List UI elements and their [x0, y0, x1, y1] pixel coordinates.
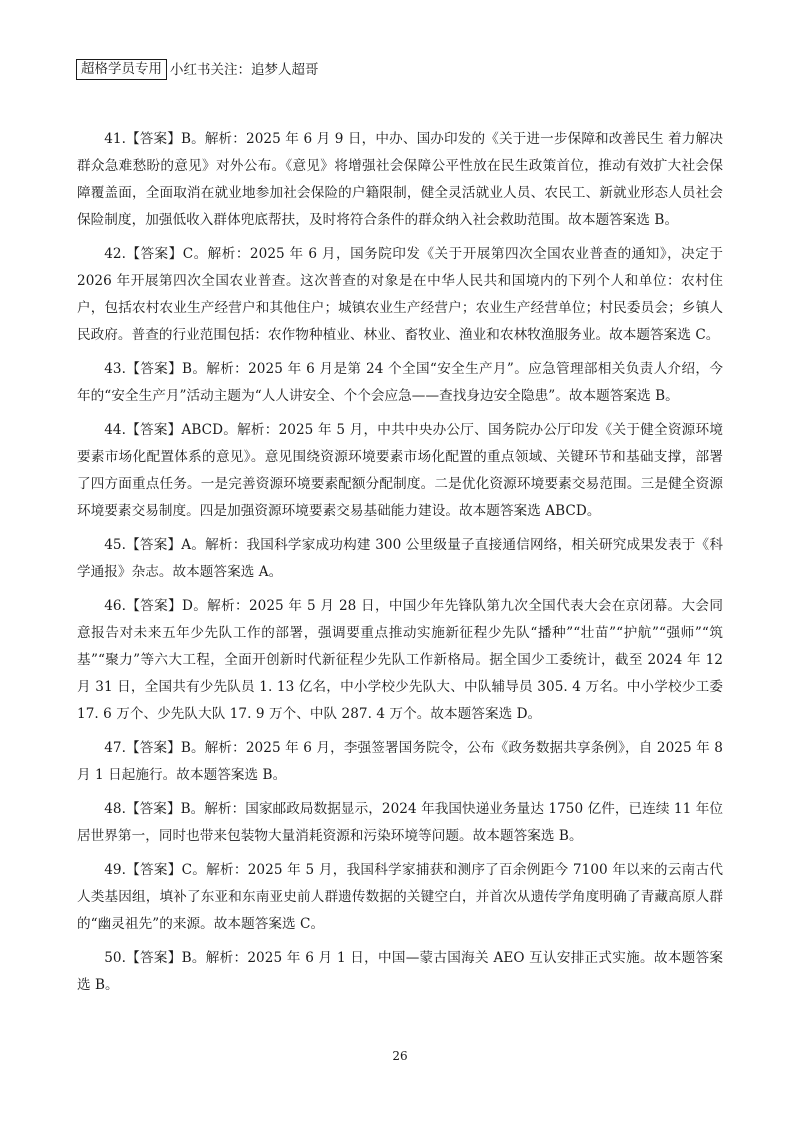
answer-item-41: 41.【答案】B。解析：2025 年 6 月 9 日，中办、国办印发的《关于进一步保障和改善民生 着力解决群众急难愁盼的意见》对外公布。《意见》将增强社会保障公平性放在民生政策首位，推动有效扩大社会保障覆盖面，全面取消在就业地参加社会保险的户籍限制，健全灵活就业人员、农民工、新就业形态人员社会保险制度，加强低收入群体兜底帮扶，及时将符合条件的群众纳入社会救助范围。故本题答案选 B。	[77, 131, 723, 228]
answer-item-50: 50.【答案】B。解析：2025 年 6 月 1 日，中国—蒙古国海关 AEO 互认安排正式实施。故本题答案选 B。	[77, 950, 723, 993]
page-number: 26	[392, 1049, 408, 1063]
answer-item-46: 46.【答案】D。解析：2025 年 5 月 28 日，中国少年先锋队第九次全国代表大会在京闭幕。大会同意报告对未来五年少先队工作的部署，强调要重点推动实施新征程少先队“播种”“壮苗”“护航”“强师”“筑基”“聚力”等六大工程，全面开创新时代新征程少先队工作新格局。据全国少工委统计，截至 2024 年 12 月 31 日，全国共有少先队员 1. 13 亿名，中小学校少先队大、中队辅导员 305. 4 万名。中小学校少工委 17. 6 万个、少先队大队 17. 9 万个、中队 287. 4 万个。故本题答案选 D。	[77, 598, 723, 722]
answer-item-42: 42.【答案】C。解析：2025 年 6 月，国务院印发《关于开展第四次全国农业普查的通知》，决定于 2026 年开展第四次全国农业普查。这次普查的对象是在中华人民共和国境内的下列个人和单位：农村住户，包括农村农业生产经营户和其他住户；城镇农业生产经营户；农业生产经营单位；村民委员会；乡镇人民政府。普查的行业范围包括：农作物种植业、林业、畜牧业、渔业和农林牧渔服务业。故本题答案选 C。	[77, 246, 723, 343]
answer-item-44: 44.【答案】ABCD。解析：2025 年 5 月，中共中央办公厅、国务院办公厅印发《关于健全资源环境要素市场化配置体系的意见》。意见围绕资源环境要素市场化配置的重点领域、关键环节和基础支撑，部署了四方面重点任务。一是完善资源环境要素配额分配制度。二是优化资源环境要素交易范围。三是健全资源环境要素交易制度。四是加强资源环境要素交易基础能力建设。故本题答案选 ABCD。	[77, 422, 723, 519]
answer-item-49: 49.【答案】C。解析：2025 年 5 月，我国科学家捕获和测序了百余例距今 7100 年以来的云南古代人类基因组，填补了东亚和东南亚史前人群遗传数据的关键空白，并首次从遗传学角度明确了青藏高原人群的“幽灵祖先”的来源。故本题答案选 C。	[77, 862, 723, 932]
answer-item-47: 47.【答案】B。解析：2025 年 6 月，李强签署国务院令，公布《政务数据共享条例》，自 2025 年 8 月 1 日起施行。故本题答案选 B。	[77, 740, 723, 783]
answer-item-43: 43.【答案】B。解析：2025 年 6 月是第 24 个全国“安全生产月”。应急管理部相关负责人介绍，今年的“安全生产月”活动主题为“人人讲安全、个个会应急——查找身边安全隐患”。故本题答案选 B。	[77, 361, 723, 404]
answer-list	[77, 126, 723, 1006]
header-note: 小红书关注：追梦人超哥	[170, 61, 319, 78]
header-badge: 超格学员专用	[76, 59, 167, 80]
answer-item-48: 48.【答案】B。解析：国家邮政局数据显示，2024 年我国快递业务量达 1750 亿件，已连续 11 年位居世界第一，同时也带来包装物大量消耗资源和污染环境等问题。故本题答案选 B。	[77, 801, 723, 844]
answer-item-45: 45.【答案】A。解析：我国科学家成功构建 300 公里级量子直接通信网络，相关研究成果发表于《科学通报》杂志。故本题答案选 A。	[77, 537, 723, 580]
page-header	[76, 59, 319, 80]
